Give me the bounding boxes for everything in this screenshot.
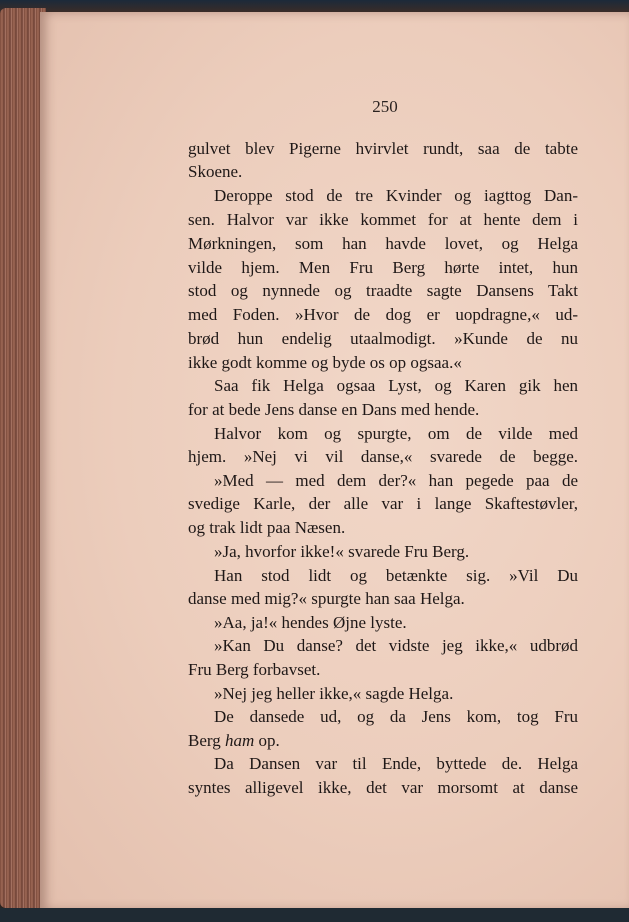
text-line: syntes alligevel ikke, det var morsomt at danse: [188, 778, 578, 797]
text-line: Da Dansen var til Ende, byttede de. Helga: [214, 754, 578, 773]
page-number: 250: [372, 97, 398, 116]
text-line-part: Berg: [188, 731, 225, 750]
text-line: Saa fik Helga ogsaa Lyst, og Karen gik hen: [214, 376, 578, 395]
text-line: Han stod lidt og betænkte sig. »Vil Du: [214, 566, 578, 585]
text-line: Deroppe stod de tre Kvinder og iagttog Dan-: [214, 186, 578, 205]
text-line: og trak lidt paa Næsen.: [188, 518, 346, 537]
italic-word: ham: [225, 731, 255, 750]
text-line: stod og nynnede og traadte sagte Dansens Takt: [188, 281, 578, 300]
text-line: danse med mig?« spurgte han saa Helga.: [188, 589, 465, 608]
text-line: »Ja, hvorfor ikke!« svarede Fru Berg.: [214, 542, 470, 561]
text-line: Halvor kom og spurgte, om de vilde med: [214, 424, 578, 443]
text-line: »Med — med dem der?« han pegede paa de: [214, 471, 578, 490]
text-line: De dansede ud, og da Jens kom, tog Fru: [214, 707, 578, 726]
text-line: vilde hjem. Men Fru Berg hørte intet, hun: [188, 258, 578, 277]
book-cover-bottom: [0, 908, 629, 922]
text-line: sen. Halvor var ikke kommet for at hente dem i: [188, 210, 578, 229]
text-line: »Nej jeg heller ikke,« sagde Helga.: [214, 684, 454, 703]
text-line: brød hun endelig utaalmodigt. »Kunde de nu: [188, 329, 578, 348]
book-cover-top: [0, 0, 629, 12]
text-line: Skoene.: [188, 162, 243, 181]
text-line: svedige Karle, der alle var i lange Skaftestøvler,: [188, 494, 578, 513]
text-line: hjem. »Nej vi vil danse,« svarede de begge.: [188, 447, 578, 466]
text-line: ikke godt komme og byde os op ogsaa.«: [188, 353, 462, 372]
text-line: Fru Berg forbavset.: [188, 660, 321, 679]
text-line: for at bede Jens danse en Dans med hende.: [188, 400, 480, 419]
text-line: gulvet blev Pigerne hvirvlet rundt, saa de tabte: [188, 139, 578, 158]
text-line: »Aa, ja!« hendes Øjne lyste.: [214, 613, 407, 632]
text-line: »Kan Du danse? det vidste jeg ikke,« udbrød: [214, 636, 578, 655]
text-line: med Foden. »Hvor de dog er uopdragne,« ud-: [188, 305, 578, 324]
text-line: [188, 730, 578, 752]
text-line: Mørkningen, som han havde lovet, og Helga: [188, 234, 578, 253]
text-line-part: op.: [254, 731, 280, 750]
